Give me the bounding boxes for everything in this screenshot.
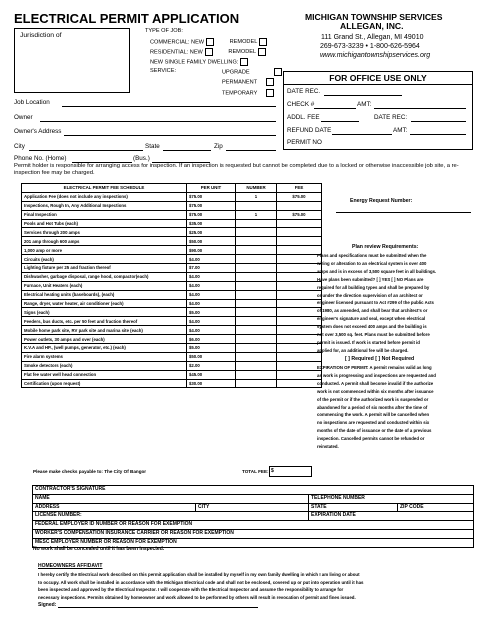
fee-number-field[interactable] bbox=[236, 228, 277, 237]
office-use-title: FOR OFFICE USE ONLY bbox=[284, 73, 472, 85]
fee-per-unit: $5.00 bbox=[187, 308, 236, 317]
text-line: wiring or alteration to an electrical system is over 400 bbox=[317, 260, 427, 266]
license-number-field[interactable]: LICENSE NUMBER: bbox=[33, 512, 309, 521]
text-line: months of the date of issuance or the date of a previous bbox=[317, 428, 432, 434]
fee-per-unit: $45.00 bbox=[187, 370, 236, 379]
contractor-name-row bbox=[33, 494, 474, 503]
date-rec2-field[interactable] bbox=[411, 121, 466, 122]
jurisdiction-box[interactable] bbox=[14, 28, 130, 93]
text-line: engineer licensed pursuant to Act #299 of the public Acts bbox=[317, 300, 434, 306]
commercial-label: COMMERCIAL: NEW bbox=[150, 39, 205, 46]
fee-item-label: Furnace, Unit Heaters (each) bbox=[22, 281, 187, 290]
text-line: required for all building types and shall be prepared by bbox=[317, 284, 430, 290]
fee-amount-field[interactable] bbox=[277, 344, 322, 353]
org-website: www.michigantownshipservices.org bbox=[320, 52, 431, 59]
fee-amount-field[interactable] bbox=[277, 290, 322, 299]
fee-row bbox=[22, 192, 322, 201]
fee-per-unit: $4.00 bbox=[187, 317, 236, 326]
fee-item-label: Smoke detectors (each) bbox=[22, 361, 187, 370]
fee-amount-field[interactable] bbox=[277, 264, 322, 273]
fee-number-field[interactable] bbox=[236, 246, 277, 255]
temporary-label: TEMPORARY bbox=[222, 90, 258, 97]
text-line: conducted. A permit shall become invalid if the authorize bbox=[317, 380, 434, 386]
federal-id-row bbox=[33, 521, 474, 530]
residential-remodel-checkbox[interactable] bbox=[258, 48, 266, 56]
text-line: of 1980, as amended, and shall bear that architect's or bbox=[317, 308, 428, 314]
payable-note: Please make checks payable to: The City Of Bangor bbox=[33, 469, 147, 474]
text-line: of the permit or if the authorized work is suspended or bbox=[317, 396, 429, 402]
permanent-checkbox[interactable] bbox=[266, 78, 274, 86]
fee-number-field[interactable] bbox=[236, 370, 277, 379]
state-field[interactable] bbox=[163, 150, 211, 151]
org-name-2: ALLEGAN, INC. bbox=[340, 21, 404, 31]
temporary-checkbox[interactable] bbox=[266, 89, 274, 97]
fee-amount-field[interactable] bbox=[277, 361, 322, 370]
contractor-license-row bbox=[33, 512, 474, 521]
contractor-zip-field[interactable]: ZIP CODE bbox=[398, 503, 474, 512]
fee-item-label: Application Fee (does not include any inspections) bbox=[22, 192, 187, 201]
affidavit-title: HOMEOWNERS AFFIDAVIT bbox=[38, 563, 103, 569]
fee-row bbox=[22, 210, 322, 219]
fee-per-unit: $2.00 bbox=[187, 361, 236, 370]
fee-row bbox=[22, 281, 322, 290]
fee-item-label: 201 amp through 600 amps bbox=[22, 237, 187, 246]
addl-fee-field[interactable] bbox=[321, 121, 359, 122]
energy-request-label: Energy Request Number: bbox=[350, 198, 413, 204]
fee-header-number: NUMBER bbox=[236, 184, 277, 193]
contractor-signature-field[interactable]: CONTRACTOR'S SIGNATURE bbox=[33, 486, 474, 495]
owner-address-label: Owner's Address bbox=[14, 128, 62, 135]
fee-row bbox=[22, 237, 322, 246]
mesc-field[interactable]: MESC EMPLOYER NUMBER OR REASON FOR EXEMPTION bbox=[33, 538, 474, 547]
fee-row bbox=[22, 290, 322, 299]
fee-row bbox=[22, 326, 322, 335]
fee-amount-field[interactable] bbox=[277, 228, 322, 237]
text-line: not over 3,500 sq. feet. Plans must be submitted before bbox=[317, 332, 430, 338]
city-label: City bbox=[14, 143, 25, 150]
workers-comp-field[interactable]: WORKER'S COMPENSATION INSURANCE CARRIER OR REASON FOR EXEMPTION bbox=[33, 529, 474, 538]
permit-no-label: PERMIT NO bbox=[287, 139, 322, 146]
fee-number-field[interactable] bbox=[236, 255, 277, 264]
required-options[interactable]: [ ] Required [ ] Not Required bbox=[345, 356, 415, 362]
owner-label: Owner bbox=[14, 114, 33, 121]
permanent-label: PERMANENT bbox=[222, 79, 258, 86]
org-address: 111 Grand St., Allegan, MI 49010 bbox=[321, 34, 424, 41]
energy-request-field[interactable] bbox=[336, 212, 471, 213]
remodel-label: REMODEL bbox=[229, 39, 258, 46]
fee-number-field[interactable] bbox=[236, 281, 277, 290]
text-line: work is not commenced within six months after issuance bbox=[317, 388, 434, 394]
fee-number-field[interactable] bbox=[236, 237, 277, 246]
contractor-name-field[interactable]: NAME bbox=[33, 494, 309, 503]
addl-fee-label: ADDL. FEE bbox=[287, 114, 320, 121]
owner-field[interactable] bbox=[40, 121, 276, 122]
fee-number-field[interactable] bbox=[236, 272, 277, 281]
amt-field[interactable] bbox=[374, 108, 466, 109]
single-family-checkbox[interactable] bbox=[240, 58, 248, 66]
fee-number-field[interactable] bbox=[236, 335, 277, 344]
fee-amount-field[interactable] bbox=[277, 370, 322, 379]
remodel-label: REMODEL bbox=[228, 49, 257, 56]
office-use-box bbox=[283, 71, 473, 150]
phone-bus-label: (Bus.) bbox=[133, 155, 150, 162]
fee-row bbox=[22, 361, 322, 370]
commercial-remodel-checkbox[interactable] bbox=[259, 38, 267, 46]
fee-row bbox=[22, 219, 322, 228]
text-line: as work is progressing and inspections are requested and bbox=[317, 372, 436, 378]
total-fee-label: TOTAL FEE: bbox=[242, 469, 269, 474]
upgrade-label: UPGRADE bbox=[222, 69, 250, 76]
fee-header-per-unit: PER UNIT bbox=[187, 184, 236, 193]
fee-number-field[interactable] bbox=[236, 352, 277, 361]
fee-table-header bbox=[22, 184, 322, 193]
city-field[interactable] bbox=[29, 150, 143, 151]
fee-item-label: Electrical heating units (baseboards), (each) bbox=[22, 290, 187, 299]
fee-row bbox=[22, 299, 322, 308]
fee-amount-field[interactable] bbox=[277, 352, 322, 361]
fee-number-field[interactable]: 1 bbox=[236, 210, 277, 219]
text-line: inspection. Cancelled permits cannot be refunded or bbox=[317, 436, 425, 442]
text-line: abandoned for a period of six months after the time of bbox=[317, 404, 428, 410]
check-label: CHECK # bbox=[287, 101, 315, 108]
residential-new-checkbox[interactable] bbox=[205, 48, 213, 56]
text-line: system does not exceed 400 amps and the building is bbox=[317, 324, 427, 330]
refund-date-field[interactable] bbox=[332, 134, 392, 135]
fee-amount-field[interactable] bbox=[277, 219, 322, 228]
fee-amount-field[interactable] bbox=[277, 335, 322, 344]
fee-per-unit: $6.00 bbox=[187, 335, 236, 344]
contractor-info-table bbox=[32, 485, 474, 548]
fee-header-description: ELECTRICAL PERMIT FEE SCHEDULE bbox=[22, 184, 187, 193]
fee-schedule-table bbox=[21, 183, 322, 388]
fee-number-field[interactable] bbox=[236, 361, 277, 370]
single-family-row bbox=[150, 58, 248, 67]
fee-amount-field[interactable] bbox=[277, 299, 322, 308]
contractor-telephone-field[interactable]: TELEPHONE NUMBER bbox=[309, 494, 474, 503]
fee-item-label: Pools and Hot Tubs (each) bbox=[22, 219, 187, 228]
fee-row bbox=[22, 317, 322, 326]
refund-date-label: REFUND DATE bbox=[287, 127, 332, 134]
fee-header-fee: FEE bbox=[277, 184, 322, 193]
federal-id-field[interactable]: FEDERAL EMPLOYER ID NUMBER OR REASON FOR EXEMPTION bbox=[33, 521, 474, 530]
fee-number-field[interactable] bbox=[236, 264, 277, 273]
job-location-field[interactable] bbox=[62, 106, 276, 107]
fee-row bbox=[22, 344, 322, 353]
text-line: reinstated. bbox=[317, 444, 339, 450]
fee-number-field[interactable] bbox=[236, 308, 277, 317]
date-rec-field[interactable] bbox=[324, 95, 402, 96]
fee-row bbox=[22, 228, 322, 237]
total-fee-value: $ bbox=[271, 468, 274, 474]
text-line: necessary inspections. Permits obtained by homeowner and work allowed to be performed by others will result in revocation of permit and fines issued. bbox=[38, 594, 356, 600]
org-phone: 269-673-3239 • 1-800-626-5964 bbox=[320, 43, 420, 50]
single-family-label: NEW SINGLE FAMILY DWELLING: bbox=[150, 59, 239, 66]
fee-amount-field[interactable] bbox=[277, 272, 322, 281]
fee-item-label: 1,000 amp or more bbox=[22, 246, 187, 255]
fee-number-field[interactable] bbox=[236, 379, 277, 388]
fee-row bbox=[22, 255, 322, 264]
text-line: EXPIRATION OF PERMIT: A permit remains valid as long bbox=[317, 365, 432, 370]
fee-per-unit: $50.00 bbox=[187, 237, 236, 246]
fee-item-label: Fire alarm systems bbox=[22, 352, 187, 361]
fee-row bbox=[22, 379, 322, 388]
plan-review-title: Plan review Requirements: bbox=[352, 244, 419, 250]
fee-item-label: Feeders, bus ducts, etc. per 50 feet and fraction thereof bbox=[22, 317, 187, 326]
fee-amount-field[interactable] bbox=[277, 326, 322, 335]
amt2-label: AMT: bbox=[393, 127, 408, 134]
fee-per-unit: $4.00 bbox=[187, 281, 236, 290]
fee-amount-field[interactable]: $75.00 bbox=[277, 192, 322, 201]
contractor-address-row bbox=[33, 503, 474, 512]
contractor-state-field[interactable]: STATE bbox=[309, 503, 398, 512]
fee-item-label: Mobile home park site, RV park site and marina site (each) bbox=[22, 326, 187, 335]
org-name: MICHIGAN TOWNSHIP SERVICES bbox=[305, 12, 443, 22]
check-field[interactable] bbox=[314, 108, 356, 109]
residential-label: RESIDENTIAL: NEW bbox=[150, 49, 203, 56]
plan-review-text bbox=[317, 252, 436, 355]
state-label: State bbox=[145, 143, 160, 150]
commercial-row bbox=[150, 38, 267, 47]
residential-row bbox=[150, 48, 266, 57]
text-line: Have plans been submitted? [ ] YES [ ] NO Plans are bbox=[317, 276, 424, 282]
contractor-address-field[interactable]: ADDRESS bbox=[33, 503, 196, 512]
fee-row bbox=[22, 201, 322, 210]
fee-per-unit: $4.00 bbox=[187, 299, 236, 308]
fee-amount-field[interactable] bbox=[277, 317, 322, 326]
fee-item-label: K.V.A and HP., (well pumps, generator, etc.) (each) bbox=[22, 344, 187, 353]
fee-number-field[interactable] bbox=[236, 290, 277, 299]
fee-amount-field[interactable] bbox=[277, 201, 322, 210]
text-line: been inspected and approved by the Electrical Inspector. I will cooperate with the Electrical Inspector and assume the responsibility to arrange for bbox=[38, 587, 344, 592]
text-line: engineer's signature and seal, except when electrical bbox=[317, 316, 426, 322]
fee-amount-field[interactable] bbox=[277, 246, 322, 255]
amt2-field[interactable] bbox=[410, 134, 466, 135]
upgrade-checkbox[interactable] bbox=[274, 68, 282, 76]
text-line: applied for, an additional fee will be charged. bbox=[317, 347, 409, 353]
fee-item-label: Inspections, Rough In, Any Additional Inspections bbox=[22, 201, 187, 210]
fee-item-label: Certification (upon request) bbox=[22, 379, 187, 388]
fee-per-unit: $50.00 bbox=[187, 352, 236, 361]
signed-field[interactable] bbox=[58, 607, 258, 608]
owner-address-field[interactable] bbox=[64, 135, 276, 136]
affidavit-text bbox=[38, 571, 363, 601]
text-line: Plans and specifications must be submitted when the bbox=[317, 253, 427, 258]
fee-per-unit: $4.00 bbox=[187, 290, 236, 299]
fee-item-label: Range, dryer, water heater, air conditioner (each) bbox=[22, 299, 187, 308]
license-expiration-field[interactable]: EXPIRATION DATE bbox=[309, 512, 474, 521]
contractor-city-field[interactable]: CITY bbox=[196, 503, 309, 512]
fee-amount-field[interactable]: $75.00 bbox=[277, 210, 322, 219]
fee-per-unit: $30.00 bbox=[187, 379, 236, 388]
fee-amount-field[interactable] bbox=[277, 281, 322, 290]
fee-row bbox=[22, 246, 322, 255]
fee-item-label: Signs (each) bbox=[22, 308, 187, 317]
fee-per-unit: $4.00 bbox=[187, 326, 236, 335]
fee-item-label: Power outlets, 30 amps and over (each) bbox=[22, 335, 187, 344]
fee-row bbox=[22, 370, 322, 379]
form-title: ELECTRICAL PERMIT APPLICATION bbox=[14, 11, 240, 26]
text-line: commencing the work. A permit will be cancelled when bbox=[317, 412, 430, 418]
fee-per-unit: $75.00 bbox=[187, 201, 236, 210]
text-line: amps and is in excess of 3,500 square feet in all buildings. bbox=[317, 268, 437, 274]
text-line: no inspections are requested and conducted within six bbox=[317, 420, 430, 426]
fee-item-label: Flat fee water well head connection bbox=[22, 370, 187, 379]
fee-per-unit: $4.00 bbox=[187, 255, 236, 264]
commercial-new-checkbox[interactable] bbox=[206, 38, 214, 46]
fee-per-unit: $25.00 bbox=[187, 228, 236, 237]
fee-per-unit: $75.00 bbox=[187, 210, 236, 219]
fee-item-label: Services through 200 amps bbox=[22, 228, 187, 237]
date-rec2-label: DATE REC: bbox=[374, 114, 408, 121]
fee-number-field[interactable] bbox=[236, 326, 277, 335]
fee-per-unit: $75.00 bbox=[187, 192, 236, 201]
fee-item-label: Dishwasher, garbage disposal, range hood, compactor(each) bbox=[22, 272, 187, 281]
workers-comp-row bbox=[33, 529, 474, 538]
fee-number-field[interactable]: 1 bbox=[236, 192, 277, 201]
permanent-row bbox=[222, 78, 274, 87]
concealed-note: No work shall be concealed until it has been inspected. bbox=[33, 546, 165, 552]
fee-amount-field[interactable] bbox=[277, 237, 322, 246]
fee-per-unit: $90.00 bbox=[187, 246, 236, 255]
zip-field[interactable] bbox=[226, 150, 276, 151]
fee-number-field[interactable] bbox=[236, 201, 277, 210]
contractor-signature-row bbox=[33, 486, 474, 495]
expiration-text bbox=[317, 364, 436, 451]
jurisdiction-label: Jurisdiction of bbox=[20, 32, 62, 39]
fee-per-unit: $5.00 bbox=[187, 344, 236, 353]
fee-per-unit: $7.00 bbox=[187, 264, 236, 273]
fee-row bbox=[22, 308, 322, 317]
fee-number-field[interactable] bbox=[236, 317, 277, 326]
fee-item-label: Lighting fixture per 25 and fraction thereof bbox=[22, 264, 187, 273]
fee-row bbox=[22, 264, 322, 273]
total-fee-field[interactable] bbox=[269, 466, 312, 477]
fee-row bbox=[22, 272, 322, 281]
fee-item-label: Final Inspection bbox=[22, 210, 187, 219]
upgrade-row bbox=[222, 68, 282, 77]
text-line: to occupy. All work shall be installed in accordance with the Michigan Electrical code and shall not be enclosed, covered up or put into operation until it has bbox=[38, 579, 364, 585]
zip-label: Zip bbox=[214, 143, 223, 150]
fee-amount-field[interactable] bbox=[277, 255, 322, 264]
fee-per-unit: $35.00 bbox=[187, 219, 236, 228]
fee-number-field[interactable] bbox=[236, 344, 277, 353]
text-line: permit is issued. If work is started before permit id bbox=[317, 339, 420, 345]
fee-row bbox=[22, 352, 322, 361]
job-location-label: Job Location bbox=[14, 99, 50, 106]
amt-label: AMT: bbox=[357, 101, 372, 108]
fee-number-field[interactable] bbox=[236, 299, 277, 308]
fee-item-label: Circuits (each) bbox=[22, 255, 187, 264]
fee-amount-field[interactable] bbox=[277, 379, 322, 388]
date-rec-label: DATE REC. bbox=[287, 88, 321, 95]
signed-label: Signed: bbox=[38, 602, 57, 608]
fee-per-unit: $4.00 bbox=[187, 272, 236, 281]
temporary-row bbox=[222, 89, 274, 98]
fee-number-field[interactable] bbox=[236, 219, 277, 228]
fee-row bbox=[22, 335, 322, 344]
service-label: SERVICE: bbox=[150, 68, 177, 74]
text-line: I hereby certify the Electrical work described on this permit application shall be installed by myself in my own family dwelling in which I am living or about bbox=[38, 572, 360, 577]
text-line: or under the direction supervision of an architect or bbox=[317, 292, 423, 298]
job-type-label: TYPE OF JOB: bbox=[145, 28, 183, 34]
phone-home-label: Phone No. (Home) bbox=[14, 155, 67, 162]
fee-amount-field[interactable] bbox=[277, 308, 322, 317]
inspection-note: Permit holder is responsible for arranging access for inspection. If an inspection is requested but cannot be completed due to a locked or otherwise inaccessible job site, a re-inspection fee may be charged. bbox=[14, 163, 459, 176]
